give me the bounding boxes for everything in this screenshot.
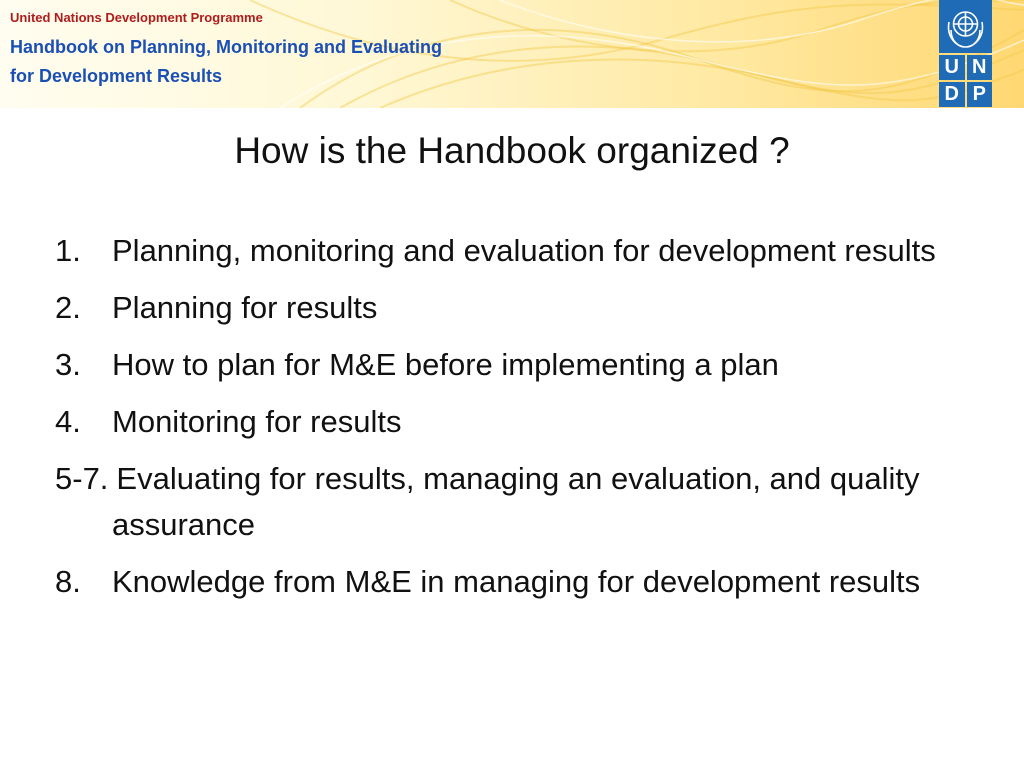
handbook-title-line-1: Handbook on Planning, Monitoring and Evaluating: [10, 37, 442, 57]
logo-letter-p: P: [967, 82, 993, 107]
list-item-number: 8.: [55, 564, 81, 599]
list-item-text: Knowledge from M&E in managing for development results: [112, 564, 921, 599]
list-item-text: How to plan for M&E before implementing a plan: [112, 347, 779, 382]
handbook-title: [10, 33, 442, 91]
undp-letters: [939, 55, 992, 107]
list-item: [55, 559, 995, 605]
list-item: [55, 285, 995, 331]
list-item-number: 5-7.: [55, 461, 109, 496]
logo-letter-d: D: [939, 82, 965, 107]
list-item-text: Evaluating for results, managing an evaluation, and quality assurance: [112, 461, 920, 542]
list-item-text: Planning for results: [112, 290, 378, 325]
header-banner: [0, 0, 1024, 108]
org-name: United Nations Development Programme: [10, 10, 263, 25]
un-emblem-icon: [939, 0, 992, 53]
list-item-number: 2.: [55, 290, 81, 325]
list-item-text: Planning, monitoring and evaluation for development results: [112, 233, 936, 268]
list-item-number: 3.: [55, 347, 81, 382]
logo-letter-u: U: [939, 55, 965, 80]
list-item-number: 1.: [55, 233, 81, 268]
list-item: [55, 342, 995, 388]
logo-letter-n: N: [967, 55, 993, 80]
slide-title: How is the Handbook organized ?: [234, 130, 790, 171]
list-item: [55, 456, 995, 548]
list-item: [55, 228, 995, 274]
handbook-title-line-2: for Development Results: [10, 66, 223, 86]
chapter-list: [55, 228, 995, 616]
list-item: [55, 399, 995, 445]
list-item-text: Monitoring for results: [112, 404, 402, 439]
list-item-number: 4.: [55, 404, 81, 439]
undp-logo: [939, 0, 992, 107]
